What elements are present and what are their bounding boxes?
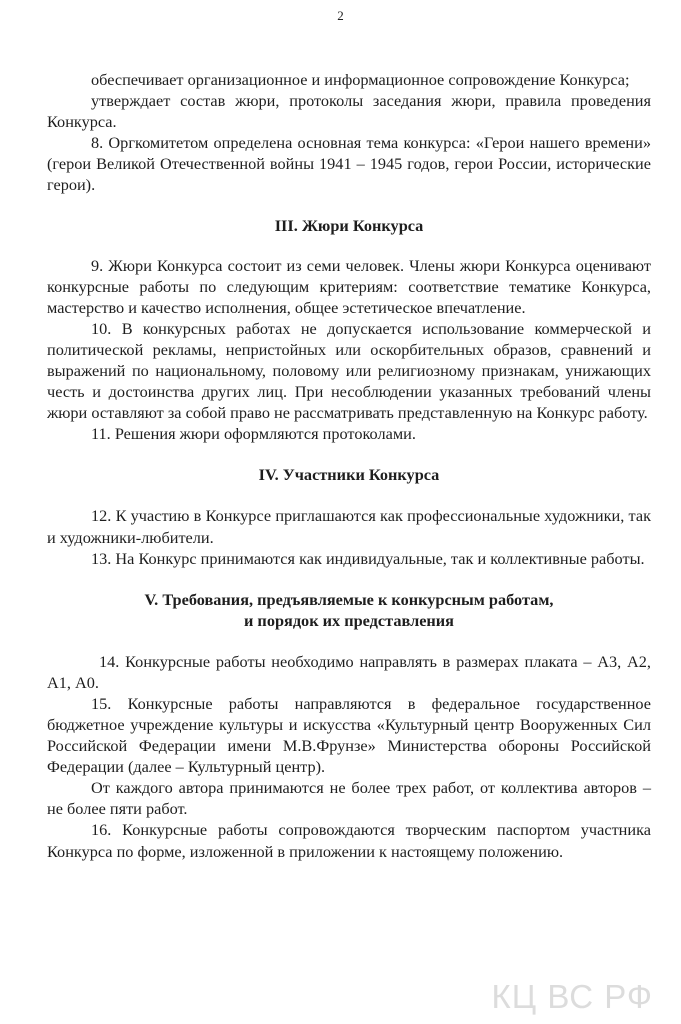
paragraph-9: 9. Жюри Конкурса состоит из семи человек. Члены жюри Конкурса оценивают конкурсные работы по следующим критериям: соответствие тематике Конкурса, мастерство и качество исполнения, общее эстетическое впечатление. <box>47 255 651 317</box>
paragraph-14: 14. Конкурсные работы необходимо направлять в размерах плаката – А3, А2, А1, А0. <box>47 651 651 692</box>
paragraph-10: 10. В конкурсных работах не допускается использование коммерческой и политической рекламы, непристойных или оскорбительных образов, сравнений и выражений по национальному, половому или религиозному признакам, унижающих честь и достоинства других лиц. При несоблюдении указанных требований члены жюри оставляют за собой право не рассматривать представленную на Конкурс работу. <box>47 318 651 423</box>
paragraph-12: 12. К участию в Конкурсе приглашаются как профессиональные художники, так и художники-любители. <box>47 506 651 547</box>
paragraph-13: 13. На Конкурс принимаются как индивидуальные, так и коллективные работы. <box>91 548 645 568</box>
document-body <box>47 69 651 862</box>
paragraph-author-limit: От каждого автора принимаются не более трех работ, от коллектива авторов – не более пяти работ. <box>47 778 651 819</box>
paragraph-approves-jury: утверждает состав жюри, протоколы заседания жюри, правила проведения Конкурса. <box>47 91 651 132</box>
paragraph-organizational-support: обеспечивает организационное и информационное сопровождение Конкурса; <box>91 70 630 89</box>
watermark-logo: КЦ ВС РФ <box>491 978 653 1015</box>
paragraph-11: 11. Решения жюри оформляются протоколами. <box>91 424 416 444</box>
paragraph-15: 15. Конкурсные работы направляются в федеральное государственное бюджетное учреждение культуры и искусства «Культурный центр Вооруженных Сил Российской Федерации имени М.В.Фрунзе» Министерства обороны Российской Федерации (далее – Культурный центр). <box>47 693 651 777</box>
section-5-heading-line-2: и порядок их представления <box>243 610 454 630</box>
paragraph-16: 16. Конкурсные работы сопровождаются творческим паспортом участника Конкурса по форме, изложенной в приложении к настоящему положению. <box>47 820 651 861</box>
section-5-heading-line-1: V. Требования, предъявляемые к конкурсным работам, <box>144 589 554 609</box>
section-4-heading: IV. Участники Конкурса <box>258 465 440 485</box>
section-5-heading <box>47 589 651 631</box>
section-3-heading: III. Жюри Конкурса <box>274 215 424 235</box>
page-number: 2 <box>337 8 344 23</box>
paragraph-8: 8. Оргкомитетом определена основная тема конкурса: «Герои нашего времени» (герои Великой Отечественной войны 1941 – 1945 годов, герои России, исторические герои). <box>47 133 651 195</box>
